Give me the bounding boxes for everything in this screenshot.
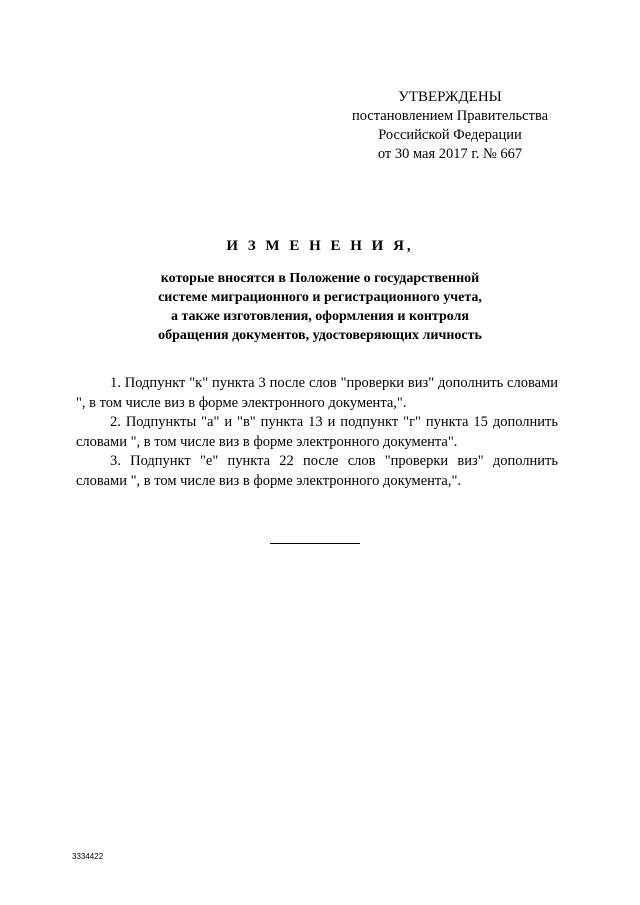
approval-heading: УТВЕРЖДЕНЫ [398,89,502,105]
amendment-item-1: 1. Подпункт "к" пункта 3 после слов "проверки виз" дополнить словами ", в том числе виз в форме электронного документа,". [76,375,558,411]
end-divider [270,543,360,544]
subtitle-line-2: системе миграционного и регистрационного учета, [158,290,482,305]
subtitle-line-4: обращения документов, удостоверяющих личность [158,328,482,343]
document-number: 3334422 [72,852,104,861]
title-block [80,238,560,345]
approval-line-2: Российской Федерации [378,127,522,143]
subtitle-line-1: которые вносятся в Положение о государственной [160,271,480,286]
approval-line-1: постановлением Правительства [351,108,549,124]
document-title: И З М Е Н Е Н И Я, [226,238,414,254]
amendment-item-3: 3. Подпункт "е" пункта 22 после слов "проверки виз" дополнить словами ", в том числе виз в форме электронного документа,". [76,453,558,489]
amendments-list [76,374,558,491]
subtitle-line-3: а также изготовления, оформления и контроля [171,309,469,324]
approval-line-3: от 30 мая 2017 г. № 667 [377,146,523,162]
amendment-item-2: 2. Подпункты "а" и "в" пункта 13 и подпункт "г" пункта 15 дополнить словами ", в том числе виз в форме электронного документа". [76,414,558,450]
approval-block [330,88,570,164]
document-subtitle [80,269,560,345]
